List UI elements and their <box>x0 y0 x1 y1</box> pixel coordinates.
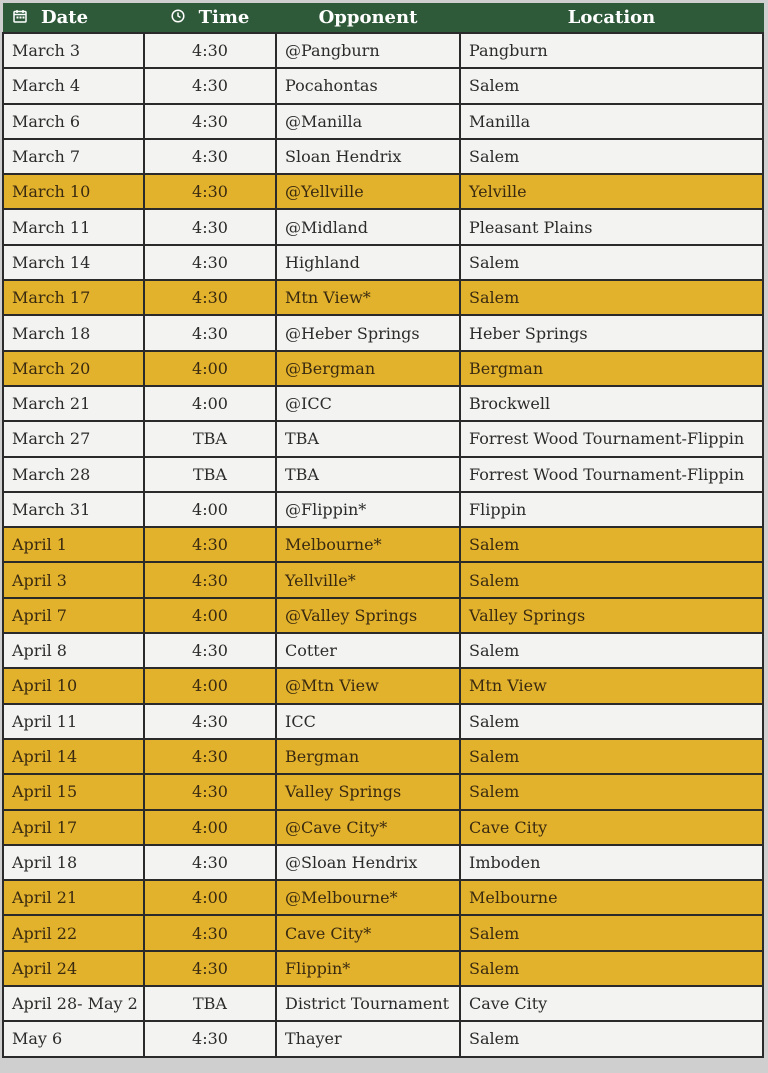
schedule-row <box>3 951 763 986</box>
cell-location: Salem <box>460 139 763 174</box>
cell-date: March 6 <box>3 104 144 139</box>
cell-date: April 1 <box>3 527 144 562</box>
cell-time: 4:30 <box>144 245 276 280</box>
cell-time: 4:30 <box>144 104 276 139</box>
cell-opponent: @Cave City* <box>276 810 460 845</box>
cell-date: April 17 <box>3 810 144 845</box>
cell-opponent: Highland <box>276 245 460 280</box>
cell-opponent: Flippin* <box>276 951 460 986</box>
cell-location: Pangburn <box>460 33 763 68</box>
location-header-label: Location <box>567 7 656 28</box>
schedule-row <box>3 880 763 915</box>
opponent-header-label: Opponent <box>318 7 418 28</box>
cell-opponent: ICC <box>276 704 460 739</box>
cell-location: Heber Springs <box>460 315 763 350</box>
cell-opponent: Cotter <box>276 633 460 668</box>
cell-location: Flippin <box>460 492 763 527</box>
schedule-row <box>3 668 763 703</box>
cell-location: Bergman <box>460 351 763 386</box>
cell-opponent: Thayer <box>276 1021 460 1056</box>
cell-time: 4:30 <box>144 774 276 809</box>
cell-date: April 3 <box>3 562 144 597</box>
cell-location: Salem <box>460 633 763 668</box>
schedule-row <box>3 492 763 527</box>
schedule-row <box>3 245 763 280</box>
schedule-table <box>2 3 764 1058</box>
schedule-row <box>3 598 763 633</box>
cell-opponent: @Midland <box>276 209 460 244</box>
cell-opponent: Cave City* <box>276 915 460 950</box>
cell-time: 4:30 <box>144 68 276 103</box>
cell-time: 4:30 <box>144 315 276 350</box>
cell-date: March 3 <box>3 33 144 68</box>
cell-date: March 20 <box>3 351 144 386</box>
schedule-row <box>3 280 763 315</box>
cell-time: 4:30 <box>144 562 276 597</box>
schedule-row <box>3 915 763 950</box>
cell-date: March 4 <box>3 68 144 103</box>
cell-location: Salem <box>460 527 763 562</box>
cell-location: Yelville <box>460 174 763 209</box>
cell-time: 4:30 <box>144 633 276 668</box>
cell-location: Valley Springs <box>460 598 763 633</box>
cell-opponent: @ICC <box>276 386 460 421</box>
schedule-row <box>3 315 763 350</box>
schedule-row <box>3 421 763 456</box>
schedule-row <box>3 457 763 492</box>
cell-date: March 11 <box>3 209 144 244</box>
schedule-row <box>3 845 763 880</box>
cell-location: Imboden <box>460 845 763 880</box>
cell-time: 4:00 <box>144 810 276 845</box>
cell-location: Forrest Wood Tournament-Flippin <box>460 457 763 492</box>
schedule-row <box>3 386 763 421</box>
time-header-label: Time <box>198 6 250 28</box>
cell-date: April 24 <box>3 951 144 986</box>
cell-opponent: @Mtn View <box>276 668 460 703</box>
cell-date: May 6 <box>3 1021 144 1056</box>
cell-opponent: @Sloan Hendrix <box>276 845 460 880</box>
cell-location: Salem <box>460 68 763 103</box>
schedule-row <box>3 139 763 174</box>
schedule-row <box>3 174 763 209</box>
schedule-row <box>3 1021 763 1056</box>
cell-time: 4:30 <box>144 33 276 68</box>
cell-time: 4:00 <box>144 598 276 633</box>
cell-opponent: Bergman <box>276 739 460 774</box>
cell-opponent: @Manilla <box>276 104 460 139</box>
cell-time: 4:30 <box>144 280 276 315</box>
cell-date: April 28- May 2 <box>3 986 144 1021</box>
cell-opponent: Mtn View* <box>276 280 460 315</box>
cell-location: Salem <box>460 280 763 315</box>
cell-location: Forrest Wood Tournament-Flippin <box>460 421 763 456</box>
cell-date: March 7 <box>3 139 144 174</box>
cell-opponent: Pocahontas <box>276 68 460 103</box>
cell-location: Salem <box>460 951 763 986</box>
clock-icon <box>171 7 185 28</box>
schedule-row <box>3 104 763 139</box>
cell-opponent: TBA <box>276 457 460 492</box>
cell-time: 4:30 <box>144 527 276 562</box>
schedule-row <box>3 562 763 597</box>
column-header-location <box>460 3 763 33</box>
schedule-row <box>3 209 763 244</box>
cell-opponent: @Valley Springs <box>276 598 460 633</box>
cell-location: Salem <box>460 562 763 597</box>
cell-date: March 18 <box>3 315 144 350</box>
schedule-row <box>3 739 763 774</box>
cell-date: April 11 <box>3 704 144 739</box>
cell-time: 4:30 <box>144 1021 276 1056</box>
cell-date: March 28 <box>3 457 144 492</box>
schedule-body <box>3 33 763 1057</box>
date-header-label: Date <box>41 6 89 28</box>
cell-date: March 31 <box>3 492 144 527</box>
cell-opponent: TBA <box>276 421 460 456</box>
cell-location: Salem <box>460 245 763 280</box>
cell-location: Mtn View <box>460 668 763 703</box>
cell-time: 4:30 <box>144 915 276 950</box>
cell-date: April 10 <box>3 668 144 703</box>
cell-opponent: @Pangburn <box>276 33 460 68</box>
cell-opponent: @Heber Springs <box>276 315 460 350</box>
cell-date: April 14 <box>3 739 144 774</box>
schedule-row <box>3 704 763 739</box>
cell-time: TBA <box>144 457 276 492</box>
schedule-row <box>3 351 763 386</box>
cell-time: 4:00 <box>144 386 276 421</box>
cell-location: Pleasant Plains <box>460 209 763 244</box>
cell-location: Brockwell <box>460 386 763 421</box>
cell-location: Melbourne <box>460 880 763 915</box>
cell-time: TBA <box>144 421 276 456</box>
column-header-time <box>144 3 276 33</box>
cell-opponent: @Yellville <box>276 174 460 209</box>
cell-date: April 8 <box>3 633 144 668</box>
cell-date: March 27 <box>3 421 144 456</box>
cell-date: March 21 <box>3 386 144 421</box>
cell-opponent: @Bergman <box>276 351 460 386</box>
calendar-icon <box>13 7 27 28</box>
cell-location: Salem <box>460 704 763 739</box>
schedule-row <box>3 633 763 668</box>
column-header-opponent <box>276 3 460 33</box>
cell-time: 4:30 <box>144 209 276 244</box>
cell-location: Cave City <box>460 810 763 845</box>
cell-time: 4:30 <box>144 845 276 880</box>
cell-opponent: Yellville* <box>276 562 460 597</box>
cell-time: 4:30 <box>144 739 276 774</box>
cell-time: TBA <box>144 986 276 1021</box>
cell-location: Salem <box>460 739 763 774</box>
cell-location: Manilla <box>460 104 763 139</box>
cell-date: March 10 <box>3 174 144 209</box>
schedule-row <box>3 68 763 103</box>
cell-opponent: Melbourne* <box>276 527 460 562</box>
cell-time: 4:00 <box>144 351 276 386</box>
cell-time: 4:30 <box>144 951 276 986</box>
header-row <box>3 3 763 33</box>
cell-date: April 18 <box>3 845 144 880</box>
cell-date: April 21 <box>3 880 144 915</box>
column-header-date <box>3 3 144 33</box>
cell-time: 4:30 <box>144 704 276 739</box>
cell-time: 4:00 <box>144 880 276 915</box>
cell-location: Salem <box>460 915 763 950</box>
cell-date: March 17 <box>3 280 144 315</box>
cell-time: 4:30 <box>144 139 276 174</box>
cell-opponent: @Melbourne* <box>276 880 460 915</box>
cell-opponent: @Flippin* <box>276 492 460 527</box>
schedule-row <box>3 527 763 562</box>
cell-time: 4:30 <box>144 174 276 209</box>
cell-date: April 7 <box>3 598 144 633</box>
cell-opponent: Valley Springs <box>276 774 460 809</box>
cell-opponent: District Tournament <box>276 986 460 1021</box>
cell-date: April 15 <box>3 774 144 809</box>
cell-date: March 14 <box>3 245 144 280</box>
cell-location: Salem <box>460 774 763 809</box>
schedule-row <box>3 986 763 1021</box>
cell-location: Cave City <box>460 986 763 1021</box>
cell-time: 4:00 <box>144 668 276 703</box>
schedule-row <box>3 774 763 809</box>
cell-time: 4:00 <box>144 492 276 527</box>
cell-date: April 22 <box>3 915 144 950</box>
schedule-row <box>3 33 763 68</box>
cell-opponent: Sloan Hendrix <box>276 139 460 174</box>
schedule-row <box>3 810 763 845</box>
cell-location: Salem <box>460 1021 763 1056</box>
